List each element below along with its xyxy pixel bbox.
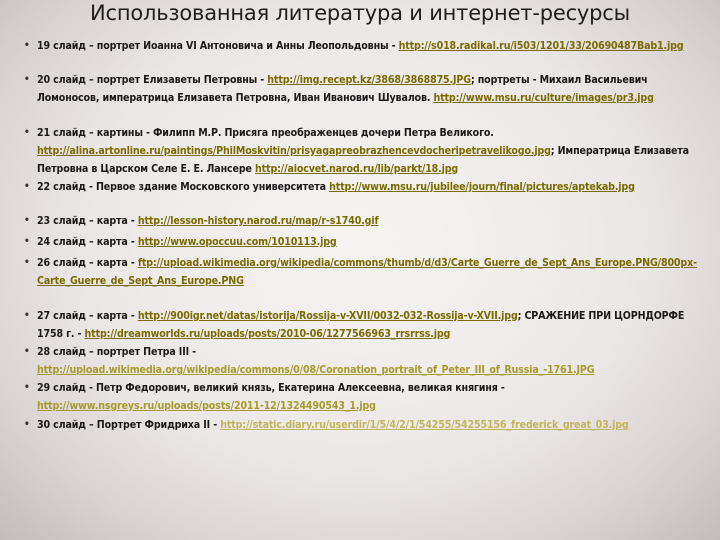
reference-description: 29 слайд - Петр Федорович, великий князь, Екатерина Алексеевна, великая княгиня - xyxy=(37,382,505,394)
reference-link[interactable]: http://www.nsgreys.ru/uploads/posts/2011-12/1324490543_1.jpg xyxy=(37,400,376,412)
reference-text xyxy=(37,254,710,290)
reference-description: ; портреты - Михаил Васильевич Ломоносов, императрица Елизавета Петровна, Иван Иванович Шувалов. xyxy=(37,74,648,104)
bullet-point: • xyxy=(24,215,30,226)
reference-text xyxy=(37,343,710,379)
bullet-point: • xyxy=(24,310,30,321)
reference-item xyxy=(24,416,710,434)
reference-description: 26 слайд – карта - xyxy=(37,257,138,269)
reference-description: 20 слайд – портрет Елизаветы Петровны - xyxy=(37,74,268,86)
reference-link[interactable]: http://dreamworlds.ru/uploads/posts/2010-06/1277566963_rrsrrss.jpg xyxy=(84,328,451,340)
reference-description: ; Императрица Елизавета Петровна в Царском Селе Е. Е. Лансере xyxy=(37,145,689,175)
reference-link[interactable]: http://img.recept.kz/3868/3868875.JPG xyxy=(267,74,471,86)
bullet-point: • xyxy=(24,419,30,430)
reference-description: 27 слайд – карта - xyxy=(37,310,138,322)
reference-item xyxy=(24,37,710,55)
reference-link[interactable]: http://s018.radikal.ru/i503/1201/33/20690487Bab1.jpg xyxy=(398,40,684,52)
bullet-point: • xyxy=(24,40,30,51)
bullet-point: • xyxy=(24,382,30,393)
reference-text xyxy=(37,416,710,434)
reference-text xyxy=(37,178,710,196)
reference-description: 28 слайд – портрет Петра III - xyxy=(37,346,196,358)
reference-item xyxy=(24,178,710,196)
reference-item xyxy=(24,343,710,379)
reference-text xyxy=(37,71,710,107)
reference-item xyxy=(24,71,710,107)
reference-text xyxy=(37,233,710,251)
bullet-point: • xyxy=(24,257,30,268)
reference-item xyxy=(24,124,710,178)
reference-description: 21 слайд – картины - Филипп М.Р. Присяга преображенцев дочери Петра Великого. xyxy=(37,127,494,139)
reference-link[interactable]: http://alina.artonline.ru/paintings/PhilMoskvitin/prisyagapreobrazhencevdocheripetravelikogo.jpg xyxy=(37,145,551,157)
reference-description: 30 слайд – Портрет Фридриха II - xyxy=(37,419,221,431)
reference-description: 19 слайд – портрет Иоанна VI Антоновича и Анны Леопольдовны - xyxy=(37,40,399,52)
reference-link[interactable]: http://lesson-history.narod.ru/map/r-s1740.gif xyxy=(137,215,379,227)
bullet-point: • xyxy=(24,346,30,357)
reference-text xyxy=(37,307,710,343)
reference-link[interactable]: http://static.diary.ru/userdir/1/5/4/2/1/54255/54255156_frederick_great_03.jpg xyxy=(220,419,629,431)
reference-description: 22 слайд - Первое здание Московского университета xyxy=(37,181,330,193)
reference-text xyxy=(37,124,710,178)
reference-link[interactable]: http://900igr.net/datas/istorija/Rossija-v-XVII/0032-032-Rossija-v-XVII.jpg xyxy=(137,310,518,322)
reference-text xyxy=(37,212,710,230)
reference-item xyxy=(24,254,710,290)
reference-item xyxy=(24,307,710,343)
bullet-point: • xyxy=(24,181,30,192)
reference-link[interactable]: ftp://upload.wikimedia.org/wikipedia/commons/thumb/d/d3/Carte_Guerre_de_Sept_Ans_Europe.PNG/800px-Carte_Guerre_de_Sept_Ans_Europe.PNG xyxy=(37,257,697,287)
bullet-point: • xyxy=(24,127,30,138)
reference-link[interactable]: http://www.msu.ru/culture/images/pr3.jpg xyxy=(433,92,654,104)
reference-item xyxy=(24,212,710,230)
reference-link[interactable]: http://upload.wikimedia.org/wikipedia/commons/0/08/Coronation_portrait_of_Peter_III_of_Russia_-1761.JPG xyxy=(37,364,595,376)
reference-text xyxy=(37,379,710,415)
reference-description: ; СРАЖЕНИЕ ПРИ ЦОРНДОРФЕ 1758 г. - xyxy=(37,310,685,340)
bullet-point: • xyxy=(24,74,30,85)
reference-item xyxy=(24,379,710,415)
reference-description: 24 слайд – карта - xyxy=(37,236,138,248)
reference-item xyxy=(24,233,710,251)
bullet-point: • xyxy=(24,236,30,247)
reference-link[interactable]: http://www.msu.ru/jubilee/journ/final/pictures/aptekab.jpg xyxy=(329,181,635,193)
reference-link[interactable]: http://www.opoccuu.com/1010113.jpg xyxy=(137,236,337,248)
reference-description: 23 слайд – карта - xyxy=(37,215,138,227)
reference-text xyxy=(37,37,710,55)
slide-title: Использованная литература и интернет-ресурсы xyxy=(89,1,630,25)
reference-link[interactable]: http://aiocvet.narod.ru/lib/parkt/18.jpg xyxy=(255,163,459,175)
